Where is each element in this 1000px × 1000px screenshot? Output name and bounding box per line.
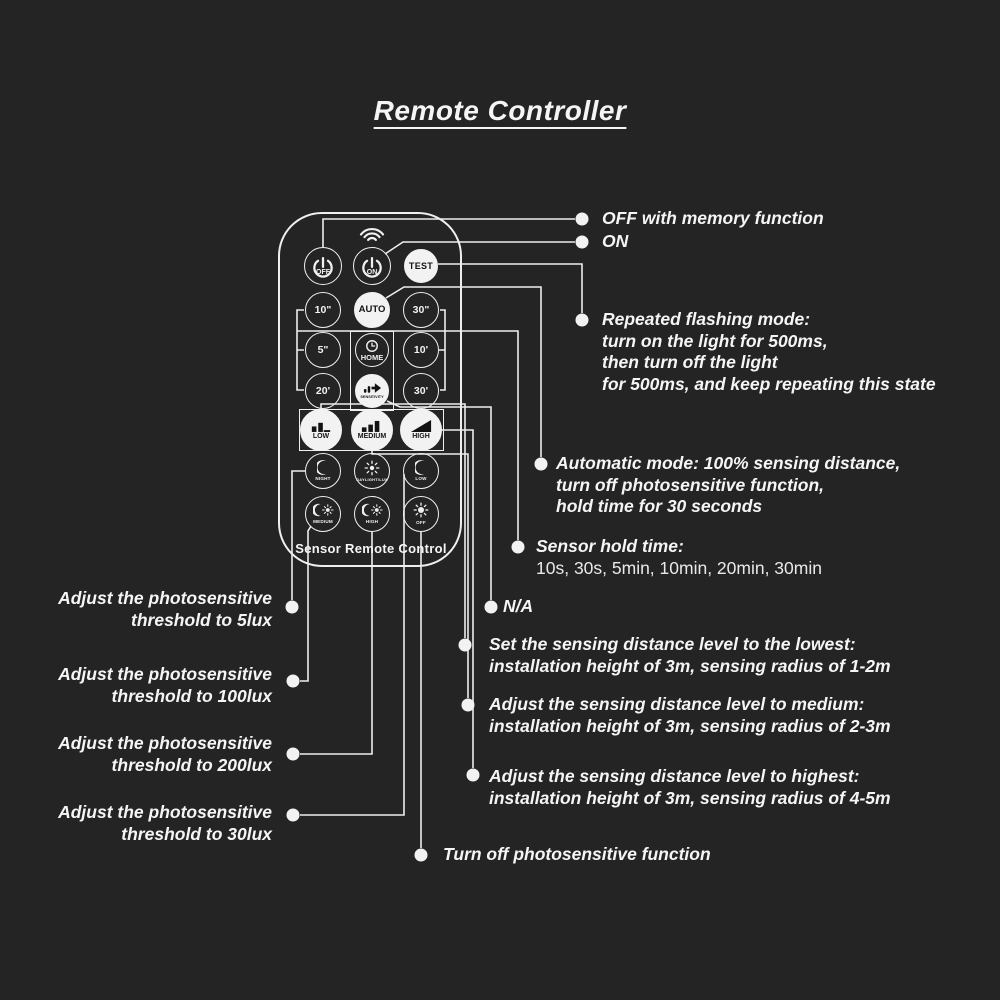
button-auto: [354, 292, 390, 328]
button-lux-medium: [305, 496, 341, 532]
button-30min: [403, 373, 439, 409]
remote-footer-label: Sensor Remote Control: [295, 541, 447, 556]
button-distance-medium-label: MEDIUM: [357, 433, 387, 440]
annotation-text: threshold to 100lux: [111, 685, 272, 706]
moon-sun-icon: [362, 503, 383, 517]
annotation-text: Set the sensing distance level to the lowest:: [489, 634, 856, 654]
wire-distance-low: [321, 404, 465, 638]
button-lux-low-label: LOW: [415, 476, 427, 482]
moon-icon: [317, 460, 330, 475]
page-title: Remote Controller: [373, 95, 627, 126]
wire-lux-high: [300, 532, 372, 754]
annotation-off-memory: [602, 208, 824, 230]
annotation-text: then turn off the light: [602, 352, 778, 372]
button-10min: [403, 332, 439, 368]
button-20min: [305, 373, 341, 409]
annotation-text: OFF with memory function: [602, 208, 824, 228]
clock-icon: [365, 339, 379, 353]
annotation-text: Adjust the photosensitive: [58, 733, 272, 753]
signal-medium-icon: [361, 420, 383, 432]
button-test: [404, 249, 438, 283]
button-off-label: OFF: [316, 268, 330, 276]
button-lux-medium-label: MEDIUM: [313, 518, 333, 524]
annotation-text: for 500ms, and keep repeating this state: [602, 373, 936, 394]
button-auto-label: AUTO: [358, 304, 386, 316]
button-lux-high: [354, 496, 390, 532]
annotation-text: turn on the light for 500ms,: [602, 330, 828, 351]
button-lux-high-label: HIGH: [365, 518, 379, 524]
button-on: [353, 247, 391, 285]
annotation-distance-medium: [489, 694, 891, 737]
button-off: [304, 247, 342, 285]
button-20min-label: 20': [315, 384, 331, 397]
button-30s: [403, 292, 439, 328]
button-lux-daylight-label: DAYLIGHT/LUX: [356, 477, 388, 483]
annotation-text: Sensor hold time:: [536, 536, 684, 556]
button-lux-off-label: OFF: [416, 519, 426, 525]
moon-icon: [415, 460, 428, 475]
annotation-text: Adjust the sensing distance level to highest:: [489, 766, 860, 786]
moon-sun-icon: [313, 503, 334, 517]
annotation-text: threshold to 30lux: [121, 823, 272, 844]
annotation-text: Adjust the photosensitive: [58, 588, 272, 608]
button-30s-label: 30": [412, 303, 430, 316]
button-distance-low-label: LOW: [312, 433, 330, 440]
annotation-flashing-mode: [602, 309, 936, 395]
annotation-automatic-mode: [556, 453, 900, 518]
button-test-label: TEST: [408, 260, 434, 271]
sun-icon: [413, 502, 429, 518]
signal-high-icon: [410, 420, 432, 432]
annotation-text: installation height of 3m, sensing radius of 4-5m: [489, 787, 891, 808]
wire-test: [438, 264, 582, 313]
button-10min-label: 10': [413, 343, 429, 356]
annotation-lux200: [58, 733, 272, 776]
annotation-text: 10s, 30s, 5min, 10min, 20min, 30min: [536, 557, 822, 578]
wire-bracket-right: [439, 310, 445, 390]
button-30min-label: 30': [413, 384, 429, 397]
button-lux-off: [403, 496, 439, 532]
button-10s: [305, 292, 341, 328]
wire-bracket-left: [297, 310, 304, 390]
annotation-text: Adjust the photosensitive: [58, 802, 272, 822]
annotation-text: Repeated flashing mode:: [602, 309, 811, 329]
button-distance-medium: [351, 409, 393, 451]
button-lux-low: [403, 453, 439, 489]
signal-low-icon: [310, 420, 332, 432]
button-distance-high-label: HIGH: [412, 433, 430, 440]
annotation-text: ON: [602, 231, 629, 251]
button-on-label: ON: [366, 268, 378, 276]
button-distance-high: [400, 409, 442, 451]
annotation-text: Turn off photosensitive function: [443, 844, 711, 864]
button-lux-night-label: NIGHT: [315, 476, 331, 482]
annotation-on: [602, 231, 628, 253]
annotation-text: hold time for 30 seconds: [556, 496, 763, 516]
annotation-text: installation height of 3m, sensing radius of 2-3m: [489, 715, 891, 736]
sensitivity-arrow-icon: [363, 382, 382, 394]
annotation-na: [503, 596, 533, 618]
annotation-text: installation height of 3m, sensing radius of 1-2m: [489, 655, 891, 676]
button-5min: [305, 332, 341, 368]
annotation-text: Adjust the sensing distance level to medium:: [489, 694, 865, 714]
annotation-text: Automatic mode: 100% sensing distance,: [556, 453, 901, 473]
annotation-text: threshold to 5lux: [131, 609, 272, 630]
button-lux-daylight: [354, 453, 390, 489]
annotation-distance-highest: [489, 766, 891, 809]
annotation-lux5: [58, 588, 272, 631]
annotation-lux100: [58, 664, 272, 707]
annotation-text: N/A: [503, 596, 534, 616]
button-distance-low: [300, 409, 342, 451]
button-lux-night: [305, 453, 341, 489]
button-home: [355, 333, 389, 367]
wire-lux-night: [292, 471, 305, 600]
annotation-hold-time: [536, 536, 822, 579]
button-sensitivity-label: SENSITIVITY: [360, 394, 384, 399]
annotation-lux30: [58, 802, 272, 845]
wifi-icon: [361, 229, 383, 240]
button-home-label: HOME: [360, 352, 384, 362]
button-sensitivity: [355, 374, 389, 408]
sun-icon: [364, 460, 380, 476]
button-5min-label: 5": [317, 343, 329, 356]
annotation-photo-off: [443, 844, 711, 866]
button-10s-label: 10": [314, 303, 332, 316]
annotation-text: threshold to 200lux: [111, 754, 272, 775]
annotation-distance-lowest: [489, 634, 891, 677]
annotation-text: turn off photosensitive function,: [556, 474, 824, 495]
annotation-text: Adjust the photosensitive: [58, 664, 272, 684]
